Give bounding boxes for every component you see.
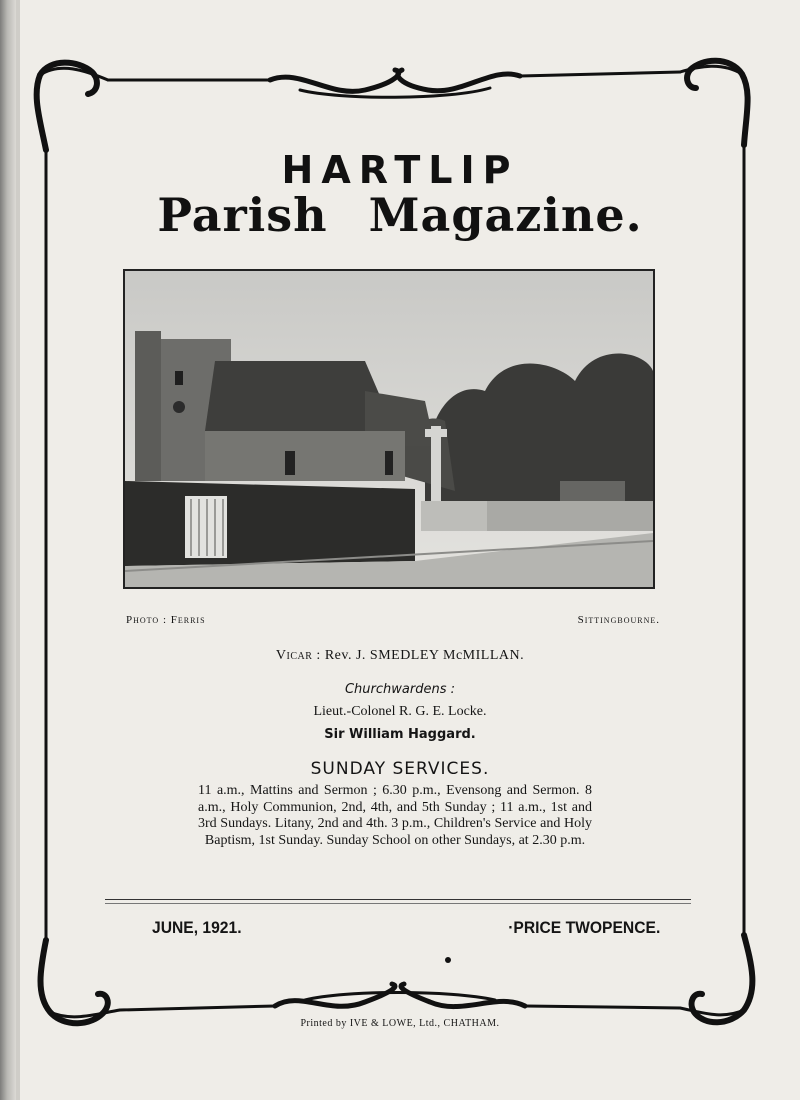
divider-rule bbox=[105, 899, 691, 900]
services-heading: SUNDAY SERVICES. bbox=[310, 759, 490, 779]
issue-date: JUNE, 1921. bbox=[152, 918, 242, 937]
services-text: 11 a.m., Mattins and Sermon ; 6.30 p.m., Evensong and Sermon. 8 a.m., Holy Communion, 2nd, 4th, and 5th Sunday ; 11 a.m., 1st and 3rd Sundays. Litany, 2nd and 4th. 3 p.m., Children's Service and Holy Baptism, 1st Sunday. Sunday School on other Sundays, at 2.30 p.m. bbox=[198, 783, 592, 848]
divider-rule bbox=[105, 903, 691, 904]
masthead-subtitle: Parish Magazine. bbox=[157, 188, 643, 242]
printer-imprint: Printed by IVE & LOWE, Ltd., CHATHAM. bbox=[300, 1018, 500, 1029]
churchwarden-name: Lieut.-Colonel R. G. E. Locke. bbox=[313, 704, 487, 719]
churchwardens-heading: Churchwardens : bbox=[344, 682, 455, 697]
issue-price: ·PRICE TWOPENCE. bbox=[507, 918, 660, 937]
church-photograph bbox=[123, 269, 655, 589]
masthead-title: HARTLIP bbox=[281, 148, 519, 192]
photo-location: Sittingbourne. bbox=[577, 614, 660, 626]
churchwarden-name: Sir William Haggard. bbox=[324, 727, 476, 742]
photo-credit: Photo : Ferris bbox=[126, 614, 206, 626]
vicar-name: Rev. J. SMEDLEY McMILLAN. bbox=[324, 648, 525, 663]
vicar-line bbox=[0, 648, 800, 664]
vicar-label: Vicar : bbox=[275, 648, 321, 663]
